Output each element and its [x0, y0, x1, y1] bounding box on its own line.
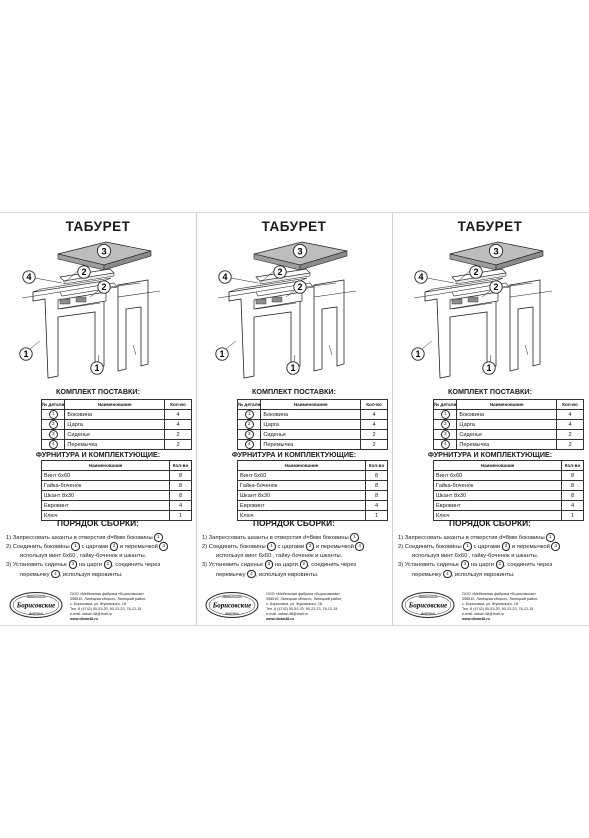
- part-name: Сиденье: [457, 430, 557, 440]
- parts-row: [42, 420, 192, 430]
- hardware-qty: 8: [562, 481, 584, 491]
- col-part-number: № детали: [434, 400, 457, 410]
- svg-text:2: 2: [81, 267, 87, 278]
- step-1: 1) Запрессовать шканты в отверстия d=8мм боковины 1: [6, 533, 194, 542]
- kit-header: КОМПЛЕКТ ПОСТАВКИ:: [56, 387, 140, 396]
- hardware-name: Ключ: [434, 511, 562, 521]
- contact-info: ООО «Мебельная фабрика «Борисовская» 398510, Липецкая область, Липецкий район, с. Борисовка, ул. Жуковского, 18 Тел. 8 (4742) 50-53-20, 90-23-23, 76-12-15 e-mail: zakaz-48@mail.ru www.divan48.ru: [70, 592, 194, 623]
- callout-1: [412, 348, 424, 360]
- step-3-detail: перемычку 4 , используя евровинты.: [20, 570, 123, 578]
- part-name: Перемычка: [457, 440, 557, 450]
- product-title: ТАБУРЕТ: [261, 219, 327, 234]
- parts-row: [434, 420, 584, 430]
- callout-1: [20, 348, 32, 360]
- callout-2: [78, 266, 90, 278]
- parts-table: [433, 399, 584, 450]
- part-number-badge: 1: [49, 410, 58, 419]
- col-part-qty: Кол-во: [165, 400, 192, 410]
- svg-text:1: 1: [94, 363, 100, 374]
- col-part-name: Наименование: [261, 400, 361, 410]
- svg-text:МЕБЕЛЬНАЯ: МЕБЕЛЬНАЯ: [222, 595, 242, 599]
- svg-text:ФАБРИКА: ФАБРИКА: [420, 611, 436, 616]
- svg-text:ФАБРИКА: ФАБРИКА: [224, 611, 240, 616]
- part-number-badge: 2: [49, 420, 58, 429]
- hardware-row: [434, 491, 584, 501]
- assembly-steps: [202, 533, 390, 579]
- hardware-qty: 1: [562, 511, 584, 521]
- part-number-badge: 2: [245, 420, 254, 429]
- hardware-qty: 8: [562, 491, 584, 501]
- hardware-qty: 4: [562, 501, 584, 511]
- step-2: 2) Соединить боковины 1 с царгами 2 и перемычкой 4: [6, 542, 194, 551]
- svg-text:МЕБЕЛЬНАЯ: МЕБЕЛЬНАЯ: [26, 595, 46, 599]
- website-link[interactable]: www.divan48.ru: [266, 617, 294, 622]
- col-part-number: № детали: [238, 400, 261, 410]
- step-3: 3) Установить сиденье 3 на царги 2 , соединить через: [6, 561, 161, 569]
- svg-text:2: 2: [277, 267, 283, 278]
- factory-logo: [400, 591, 456, 619]
- parts-row: [42, 430, 192, 440]
- col-hardware-qty: Кол-во: [366, 461, 388, 471]
- svg-text:3: 3: [493, 246, 499, 258]
- parts-row: [238, 410, 388, 420]
- svg-text:1: 1: [290, 363, 296, 374]
- hardware-name: Ключ: [42, 511, 170, 521]
- svg-text:4: 4: [222, 272, 228, 283]
- col-part-name: Наименование: [457, 400, 557, 410]
- hardware-table: [237, 460, 388, 521]
- part-qty: 4: [557, 420, 584, 430]
- stool-assembly-diagram: [0, 237, 196, 385]
- step-2-detail: используя винт 6х60 , гайку-боченок и шканты.: [216, 552, 343, 559]
- part-qty: 2: [557, 440, 584, 450]
- assembly-header: ПОРЯДОК СБОРКИ:: [449, 518, 531, 528]
- part-number-badge: 3: [441, 430, 450, 439]
- hardware-row: [434, 471, 584, 481]
- parts-row: [238, 420, 388, 430]
- callout-1: [483, 362, 495, 374]
- hardware-row: [42, 481, 192, 491]
- step-3-detail: перемычку 4 , используя евровинты.: [412, 570, 515, 578]
- col-hardware-name: Наименование: [434, 461, 562, 471]
- svg-text:1: 1: [486, 363, 492, 374]
- hardware-header: ФУРНИТУРА И КОМПЛЕКТУЮЩИЕ:: [231, 450, 357, 459]
- svg-text:Борисовские: Борисовские: [212, 601, 252, 610]
- col-hardware-qty: Кол-во: [170, 461, 192, 471]
- part-qty: 4: [557, 410, 584, 420]
- hardware-qty: 8: [170, 491, 192, 501]
- part-qty: 4: [165, 410, 192, 420]
- website-link[interactable]: www.divan48.ru: [70, 617, 98, 622]
- assembly-steps: [6, 533, 194, 579]
- svg-text:2: 2: [473, 267, 479, 278]
- part-qty: 2: [165, 440, 192, 450]
- parts-row: [42, 410, 192, 420]
- part-name: Боковина: [457, 410, 557, 420]
- parts-row: [42, 440, 192, 450]
- part-name: Перемычка: [261, 440, 361, 450]
- part-number-badge: 1: [245, 410, 254, 419]
- hardware-qty: 4: [366, 501, 388, 511]
- part-qty: 2: [361, 430, 388, 440]
- hardware-name: Шкант 8х30: [42, 491, 170, 501]
- parts-row: [434, 430, 584, 440]
- col-hardware-name: Наименование: [238, 461, 366, 471]
- hardware-header: ФУРНИТУРА И КОМПЛЕКТУЮЩИЕ:: [35, 450, 161, 459]
- part-name: Перемычка: [65, 440, 165, 450]
- part-name: Царга: [261, 420, 361, 430]
- callout-1: [91, 362, 103, 374]
- callout-1: [287, 362, 299, 374]
- svg-text:3: 3: [297, 246, 303, 258]
- step-3-detail: перемычку 4 , используя евровинты.: [216, 570, 319, 578]
- hardware-row: [42, 471, 192, 481]
- part-number-badge: 3: [49, 430, 58, 439]
- part-number-badge: 4: [245, 440, 254, 449]
- hardware-qty: 8: [366, 491, 388, 501]
- svg-text:1: 1: [415, 349, 421, 360]
- hardware-row: [238, 491, 388, 501]
- hardware-qty: 8: [366, 481, 388, 491]
- svg-text:2: 2: [493, 282, 499, 293]
- step-2: 2) Соединить боковины 1 с царгами 2 и перемычкой 4: [398, 542, 586, 551]
- part-name: Сиденье: [65, 430, 165, 440]
- parts-table: [237, 399, 388, 450]
- hardware-row: [238, 501, 388, 511]
- hardware-row: [42, 501, 192, 511]
- factory-logo: [8, 591, 64, 619]
- svg-text:2: 2: [101, 282, 107, 293]
- callout-4: [415, 271, 427, 283]
- contact-info: ООО «Мебельная фабрика «Борисовская» 398510, Липецкая область, Липецкий район, с. Борисовка, ул. Жуковского, 18 Тел. 8 (4742) 50-53-20, 90-23-23, 76-12-15 e-mail: zakaz-48@mail.ru www.divan48.ru: [462, 592, 586, 623]
- hardware-name: Винт 6х60: [238, 471, 366, 481]
- stool-assembly-diagram: [196, 237, 392, 385]
- step-2-detail: используя винт 6х60 , гайку-боченок и шканты.: [20, 552, 147, 559]
- part-qty: 2: [557, 430, 584, 440]
- part-qty: 2: [165, 430, 192, 440]
- hardware-name: Шкант 8х30: [434, 491, 562, 501]
- product-title: ТАБУРЕТ: [457, 219, 523, 234]
- hardware-row: [434, 481, 584, 491]
- part-name: Боковина: [261, 410, 361, 420]
- col-part-number: № детали: [42, 400, 65, 410]
- assembly-steps: [398, 533, 586, 579]
- hardware-qty: 8: [170, 471, 192, 481]
- step-2: 2) Соединить боковины 1 с царгами 2 и перемычкой 4: [202, 542, 390, 551]
- part-number-badge: 3: [245, 430, 254, 439]
- hardware-qty: 1: [170, 511, 192, 521]
- hardware-qty: 8: [562, 471, 584, 481]
- col-part-name: Наименование: [65, 400, 165, 410]
- svg-text:ФАБРИКА: ФАБРИКА: [28, 611, 44, 616]
- hardware-name: Винт 6х60: [434, 471, 562, 481]
- parts-table: [41, 399, 192, 450]
- svg-text:2: 2: [297, 282, 303, 293]
- part-name: Сиденье: [261, 430, 361, 440]
- svg-text:Борисовские: Борисовские: [408, 601, 448, 610]
- svg-text:4: 4: [418, 272, 424, 283]
- hardware-row: [238, 481, 388, 491]
- hardware-header: ФУРНИТУРА И КОМПЛЕКТУЮЩИЕ:: [427, 450, 553, 459]
- product-title: ТАБУРЕТ: [65, 219, 131, 234]
- part-qty: 2: [361, 440, 388, 450]
- callout-1: [216, 348, 228, 360]
- svg-text:Борисовские: Борисовские: [16, 601, 56, 610]
- callout-2: [98, 281, 110, 293]
- callout-2: [490, 281, 502, 293]
- callout-3: [489, 244, 502, 257]
- col-part-qty: Кол-во: [361, 400, 388, 410]
- part-name: Царга: [457, 420, 557, 430]
- hardware-qty: 8: [170, 481, 192, 491]
- hardware-row: [434, 501, 584, 511]
- parts-row: [238, 440, 388, 450]
- hardware-name: Гайка-боченок: [42, 481, 170, 491]
- svg-text:1: 1: [23, 349, 29, 360]
- hardware-name: Шкант 8х30: [238, 491, 366, 501]
- callout-3: [293, 244, 306, 257]
- hardware-name: Гайка-боченок: [434, 481, 562, 491]
- hardware-name: Евровинт: [238, 501, 366, 511]
- col-hardware-name: Наименование: [42, 461, 170, 471]
- website-link[interactable]: www.divan48.ru: [462, 617, 490, 622]
- parts-row: [238, 430, 388, 440]
- contact-info: ООО «Мебельная фабрика «Борисовская» 398510, Липецкая область, Липецкий район, с. Борисовка, ул. Жуковского, 18 Тел. 8 (4742) 50-53-20, 90-23-23, 76-12-15 e-mail: zakaz-48@mail.ru www.divan48.ru: [266, 592, 390, 623]
- hardware-name: Винт 6х60: [42, 471, 170, 481]
- instruction-panel: [392, 213, 588, 625]
- part-number-badge: 2: [441, 420, 450, 429]
- svg-text:МЕБЕЛЬНАЯ: МЕБЕЛЬНАЯ: [418, 595, 438, 599]
- part-number-badge: 1: [441, 410, 450, 419]
- step-3: 3) Установить сиденье 3 на царги 2 , соединить через: [398, 561, 553, 569]
- cut-line-1: [196, 213, 197, 625]
- step-3: 3) Установить сиденье 3 на царги 2 , соединить через: [202, 561, 357, 569]
- part-name: Царга: [65, 420, 165, 430]
- parts-row: [434, 410, 584, 420]
- hardware-row: [238, 471, 388, 481]
- part-number-badge: 4: [441, 440, 450, 449]
- callout-4: [23, 271, 35, 283]
- part-qty: 4: [361, 410, 388, 420]
- part-number-badge: 4: [49, 440, 58, 449]
- kit-header: КОМПЛЕКТ ПОСТАВКИ:: [252, 387, 336, 396]
- step-2-detail: используя винт 6х60 , гайку-боченок и шканты.: [412, 552, 539, 559]
- cut-line-2: [392, 213, 393, 625]
- svg-text:1: 1: [219, 349, 225, 360]
- callout-2: [294, 281, 306, 293]
- step-1: 1) Запрессовать шканты в отверстия d=8мм боковины 1: [202, 533, 390, 542]
- callout-2: [470, 266, 482, 278]
- hardware-row: [42, 491, 192, 501]
- hardware-name: Евровинт: [42, 501, 170, 511]
- hardware-table: [433, 460, 584, 521]
- hardware-name: Евровинт: [434, 501, 562, 511]
- hardware-qty: 1: [366, 511, 388, 521]
- assembly-header: ПОРЯДОК СБОРКИ:: [253, 518, 335, 528]
- col-part-qty: Кол-во: [557, 400, 584, 410]
- part-name: Боковина: [65, 410, 165, 420]
- instruction-sheet: [0, 212, 589, 626]
- hardware-qty: 4: [170, 501, 192, 511]
- part-qty: 4: [165, 420, 192, 430]
- stool-assembly-diagram: [392, 237, 588, 385]
- kit-header: КОМПЛЕКТ ПОСТАВКИ:: [448, 387, 532, 396]
- callout-3: [97, 244, 110, 257]
- callout-2: [274, 266, 286, 278]
- instruction-panel: [196, 213, 392, 625]
- hardware-qty: 8: [366, 471, 388, 481]
- instruction-panel: [0, 213, 196, 625]
- hardware-table: [41, 460, 192, 521]
- svg-text:3: 3: [101, 246, 107, 258]
- part-qty: 4: [361, 420, 388, 430]
- assembly-header: ПОРЯДОК СБОРКИ:: [57, 518, 139, 528]
- callout-4: [219, 271, 231, 283]
- hardware-name: Гайка-боченок: [238, 481, 366, 491]
- factory-logo: [204, 591, 260, 619]
- step-1: 1) Запрессовать шканты в отверстия d=8мм боковины 1: [398, 533, 586, 542]
- svg-text:4: 4: [26, 272, 32, 283]
- col-hardware-qty: Кол-во: [562, 461, 584, 471]
- hardware-name: Ключ: [238, 511, 366, 521]
- parts-row: [434, 440, 584, 450]
